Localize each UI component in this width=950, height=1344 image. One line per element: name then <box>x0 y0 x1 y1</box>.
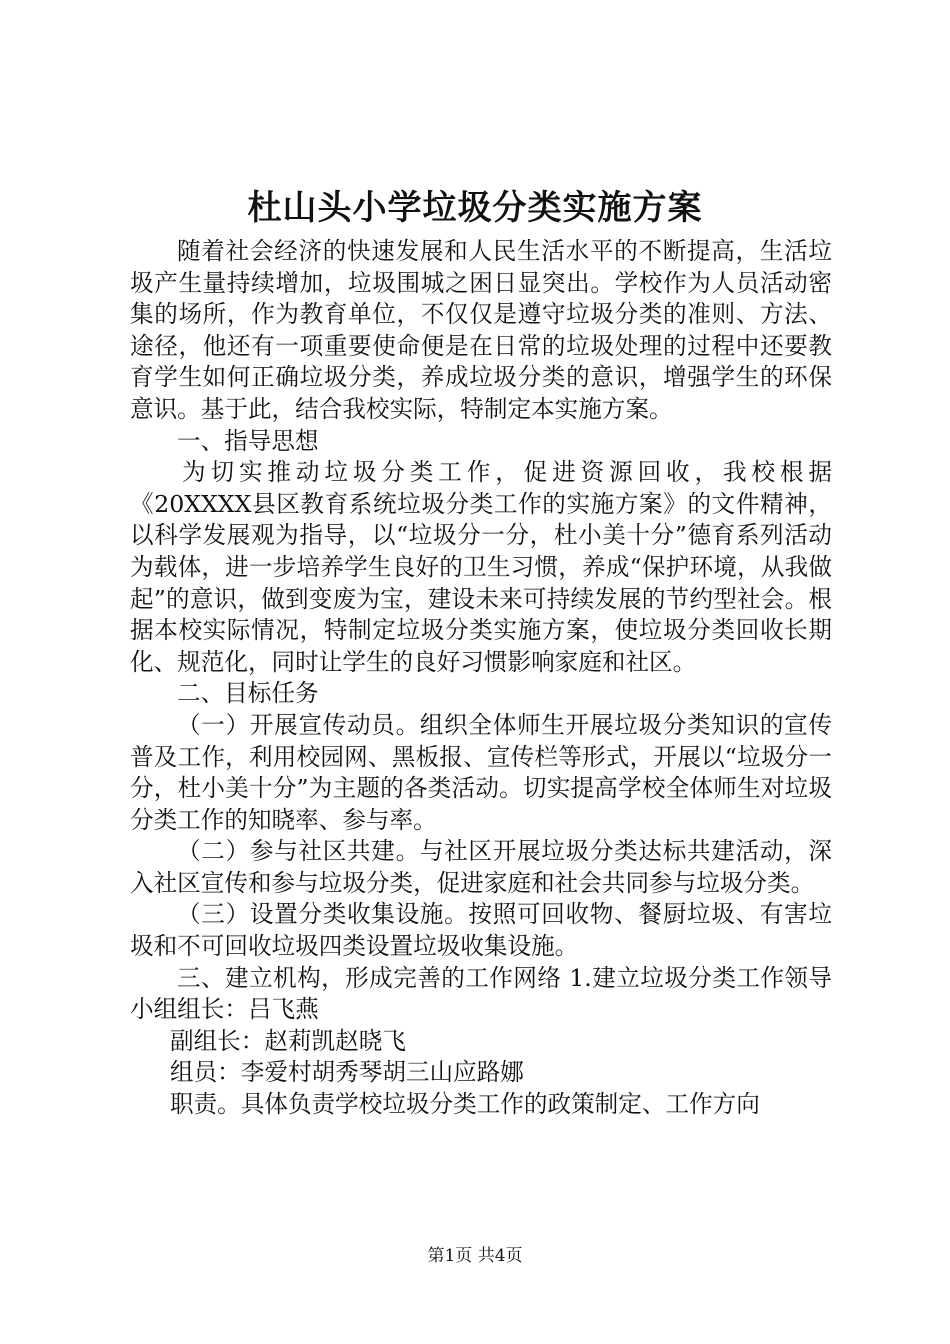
heading-goals-tasks: 二、目标任务 <box>177 679 319 708</box>
heading-guiding-ideology: 一、指导思想 <box>177 426 319 455</box>
heading-organization: 三、建立机构，形成完善的工作网络 1.建立垃圾分类工作领导小组组长：吕飞燕 <box>130 963 832 1024</box>
paragraph-deputy-leaders: 副组长：赵莉凯赵晓飞 <box>170 1026 406 1055</box>
paragraph-intro: 随着社会经济的快速发展和人民生活水平的不断提高，生活垃圾产生量持续增加，垃圾围城之困日显突出。学校作为人员活动密集的场所，作为教育单位，不仅仅是遵守垃圾分类的准则、方法、途径，他还有一项重要使命便是在日常的垃圾处理的过程中还要教育学生如何正确垃圾分类，养成垃圾分类的意识，增强学生的环保意识。基于此，结合我校实际，特制定本实施方案。 <box>130 237 832 423</box>
document-body <box>130 236 832 1121</box>
paragraph-guiding-ideology: 为切实推动垃圾分类工作，促进资源回收，我校根据《20XXXX县区教育系统垃圾分类工作的实施方案》的文件精神，以科学发展观为指导，以“垃圾分一分，杜小美十分”德育系列活动为载体，进一步培养学生良好的卫生习惯，养成“保护环境，从我做起”的意识，做到变废为宝，建设未来可持续发展的节约型社会。根据本校实际情况，特制定垃圾分类实施方案，使垃圾分类回收长期化、规范化，同时让学生的良好习惯影响家庭和社区。 <box>130 458 832 676</box>
paragraph-duties: 职责。具体负责学校垃圾分类工作的政策制定、工作方向 <box>170 1090 760 1119</box>
paragraph-goal-3: （三）设置分类收集设施。按照可回收物、餐厨垃圾、有害垃圾和不可回收垃圾四类设置垃圾收集设施。 <box>130 900 832 961</box>
paragraph-goal-1: （一）开展宣传动员。组织全体师生开展垃圾分类知识的宣传普及工作，利用校园网、黑板报、宣传栏等形式，开展以“垃圾分一分，杜小美十分”为主题的各类活动。切实提高学校全体师生对垃圾分类工作的知晓率、参与率。 <box>130 710 832 834</box>
paragraph-members: 组员：李爱村胡秀琴胡三山应路娜 <box>170 1058 524 1087</box>
page-number-footer: 第1页 共4页 <box>427 1246 523 1266</box>
document-title: 杜山头小学垃圾分类实施方案 <box>247 188 703 228</box>
paragraph-goal-2: （二）参与社区共建。与社区开展垃圾分类达标共建活动，深入社区宣传和参与垃圾分类，促进家庭和社会共同参与垃圾分类。 <box>130 837 832 897</box>
